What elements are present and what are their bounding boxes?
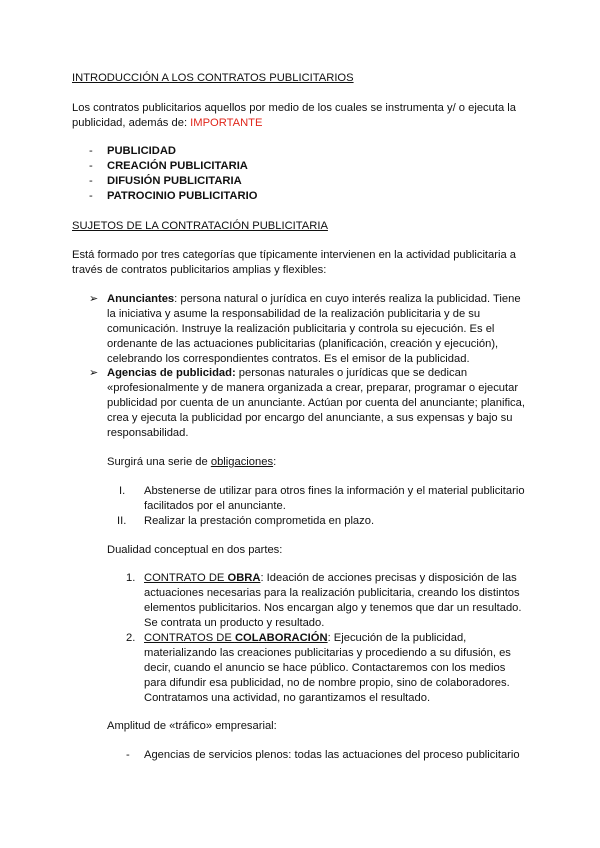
arrow-bullet-icon: ➢ [89, 293, 99, 305]
contract-colaboracion-label-prefix: CONTRATOS DE [144, 632, 235, 644]
topic-item: CREACIÓN PUBLICITARIA [107, 160, 248, 172]
contract-colaboracion-line-4: para difundir esa publicidad, no de nombre propio, sino de colaboradores. [144, 677, 510, 689]
roman-numeral-marker: I. [119, 485, 126, 497]
contract-obra-line-3: elementos publicitarios. Nos encargan algo y tenemos que dar un resultado. [144, 602, 522, 614]
obligation-1-line-1: Abstenerse de utilizar para otros fines la información y el material publicitario [144, 485, 525, 497]
intro-line-1: Los contratos publicitarios aquellos por medio de los cuales se instrumenta y/ o ejecuta la [72, 102, 517, 114]
contract-colaboracion-line-3: decir, cuando el anuncio se hace público. Contactaremos con los medios [144, 662, 506, 674]
dash-bullet: - [89, 145, 93, 157]
contract-colaboracion-line-2: materializando las creaciones publicitarias y procediendo a su difusión, es [144, 647, 511, 659]
dash-bullet: - [89, 175, 93, 187]
contract-colaboracion-label-bold: COLABORACIÓN [234, 632, 328, 644]
contract-obra-line-1 [144, 571, 517, 586]
contract-colaboracion-line-5: Contratamos una actividad, no garantizamos el resultado. [144, 692, 431, 704]
agencias-line-5: responsabilidad. [107, 427, 189, 439]
agencias-line-2: «profesionalmente y de manera organizada a crear, preparar, programar o ejecutar [107, 382, 519, 394]
anunciantes-line-2: la iniciativa y asume la responsabilidad de la realización publicitaria y de su [107, 308, 481, 320]
topic-item: DIFUSIÓN PUBLICITARIA [107, 175, 242, 187]
duality-intro: Dualidad conceptual en dos partes: [107, 544, 283, 556]
obligations-intro [107, 455, 276, 470]
obligations-intro-text: Surgirá una serie de [107, 456, 211, 468]
agencias-line-3: publicidad por cuenta de un anunciante. Actúan por cuenta del anunciante; planifica, [107, 397, 525, 409]
contract-obra-text: : Ideación de acciones precisas y disposición de las [260, 572, 517, 584]
agencias-line-1 [107, 366, 467, 381]
contract-obra-line-4: Se contrata un producto y resultado. [144, 617, 325, 629]
anunciantes-term: Anunciantes [107, 293, 175, 305]
obligations-link: obligaciones [210, 456, 274, 468]
agencias-line-4: crea y ejecuta la publicidad por encargo del anunciante, a sus expensas y bajo su [107, 412, 513, 424]
contract-obra-label-prefix: CONTRATO DE [144, 572, 228, 584]
subjects-heading: SUJETOS DE LA CONTRATACIÓN PUBLICITARIA [72, 220, 328, 232]
obligations-colon: : [273, 456, 277, 468]
dash-bullet: - [126, 749, 130, 761]
agencias-term: Agencias de publicidad: [107, 367, 236, 379]
obligation-1-line-2: facilitados por el anunciante. [144, 500, 286, 512]
intro-line-2 [72, 116, 262, 131]
dash-bullet: - [89, 160, 93, 172]
anunciantes-line-5: celebrando los correspondientes contratos. Es el emisor de la publicidad. [107, 353, 470, 365]
contract-obra-label-bold: OBRA [227, 572, 261, 584]
contract-colaboracion-line-1 [144, 631, 466, 646]
anunciantes-line-3: comunicación. Instruye la realización publicitaria y controla su ejecución. Es el [107, 323, 495, 335]
contract-colaboracion-label [144, 632, 328, 644]
agencias-text: personas naturales o jurídicas que se dedican [235, 367, 468, 379]
anunciantes-line-4: ordenante de las actuaciones publicitarias (planificación, creación y ejecución), [107, 338, 499, 350]
anunciantes-text: : persona natural o jurídica en cuyo interés realiza la publicidad. Tiene [174, 293, 521, 305]
topic-item: PUBLICIDAD [107, 145, 176, 157]
contract-obra-line-2: actuaciones necesarias para la realización publicitaria, creando los distintos [144, 587, 520, 599]
numbered-marker: 2. [126, 632, 136, 644]
intro-heading: INTRODUCCIÓN A LOS CONTRATOS PUBLICITARIOS [72, 72, 354, 84]
contract-colaboracion-text: : Ejecución de la publicidad, [327, 632, 467, 644]
traffic-item: Agencias de servicios plenos: todas las actuaciones del proceso publicitario [144, 749, 520, 761]
important-label: IMPORTANTE [190, 117, 263, 129]
arrow-bullet-icon: ➢ [89, 367, 99, 379]
contract-obra-label [144, 572, 260, 584]
topic-item: PATROCINIO PUBLICITARIO [107, 190, 258, 202]
anunciantes-line-1 [107, 292, 521, 307]
obligation-2-line-1: Realizar la prestación comprometida en plazo. [144, 515, 375, 527]
roman-numeral-marker: II. [117, 515, 127, 527]
subjects-intro-line-1: Está formado por tres categorías que típicamente intervienen en la actividad publicitaria a [72, 249, 517, 261]
subjects-intro-line-2: través de contratos publicitarios amplias y flexibles: [72, 264, 327, 276]
traffic-intro: Amplitud de «tráfico» empresarial: [107, 720, 277, 732]
numbered-marker: 1. [126, 572, 136, 584]
intro-line-2-text: publicidad, además de: [72, 117, 191, 129]
dash-bullet: - [89, 190, 93, 202]
